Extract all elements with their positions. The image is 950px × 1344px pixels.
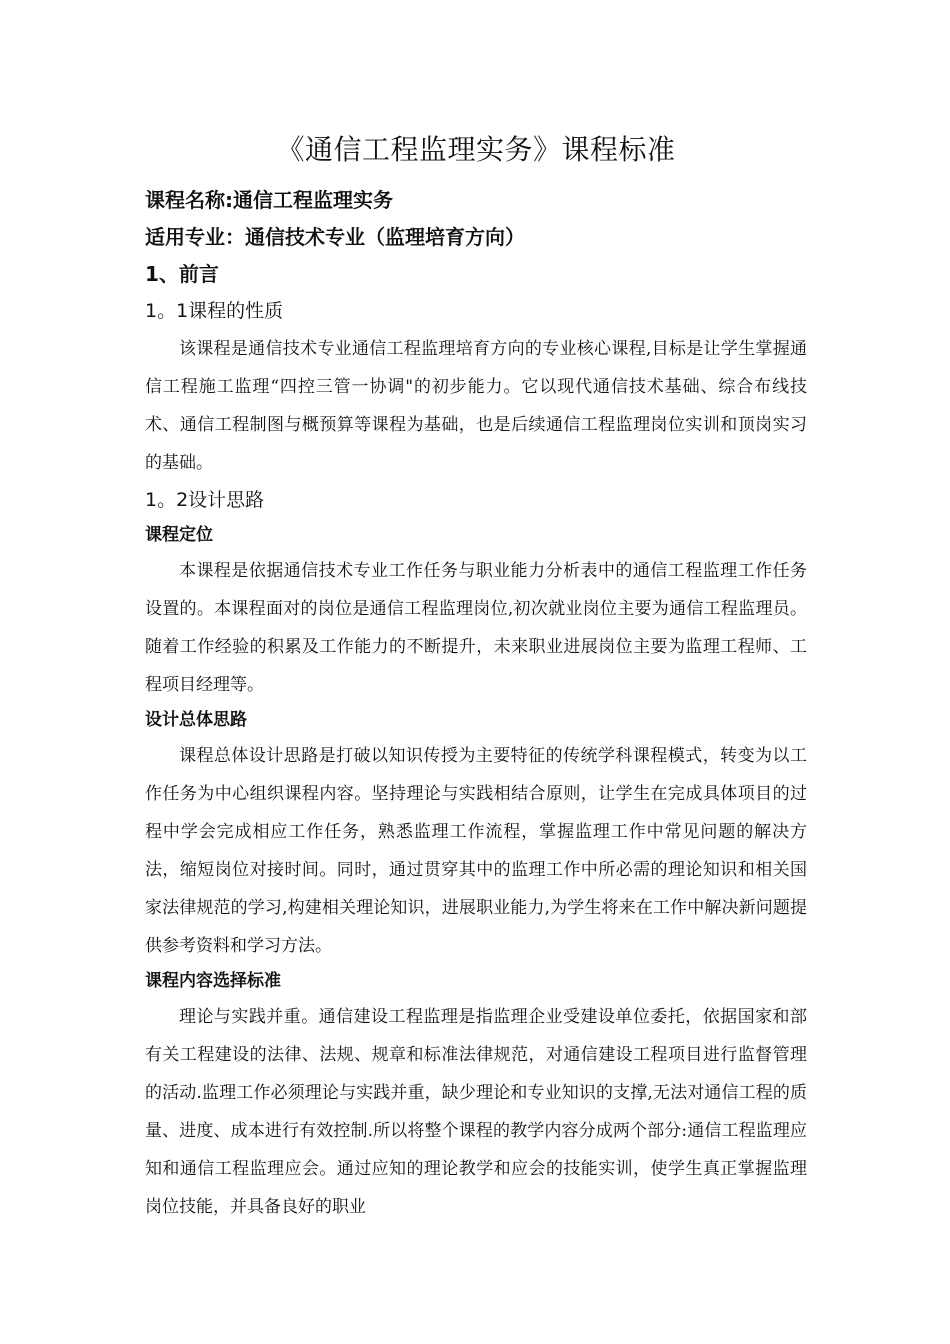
course-nature-paragraph: 该课程是通信技术专业通信工程监理培育方向的专业核心课程,目标是让学生掌握通信工程施工监理“四控三管一协调"的初步能力。它以现代通信技术基础、综合布线技术、通信工程制图与概预算等课程为基础，也是后续通信工程监理岗位实训和顶岗实习的基础。 [145,339,807,473]
overall-design-paragraph: 课程总体设计思路是打破以知识传授为主要特征的传统学科课程模式，转变为以工作任务为中心组织课程内容。坚持理论与实践相结合原则，让学生在完成具体项目的过程中学会完成相应工作任务，熟悉监理工作流程，掌握监理工作中常见问题的解决方法，缩短岗位对接时间。同时，通过贯穿其中的监理工作中所必需的理论知识和相关国家法律规范的学习,构建相关理论知识，进展职业能力,为学生将来在工作中解决新问题提供参考资料和学习方法。 [145,746,807,956]
course-positioning-heading: 课程定位 [145,525,213,545]
applicable-major-line: 适用专业：通信技术专业（监理培育方向） [145,225,525,249]
content-selection-paragraph: 理论与实践并重。通信建设工程监理是指监理企业受建设单位委托，依据国家和部有关工程建设的法律、法规、规章和标准法律规范，对通信建设工程项目进行监督管理的活动.监理工作必须理论与实践并重，缺少理论和专业知识的支撑,无法对通信工程的质量、进度、成本进行有效控制.所以将整个课程的教学内容分成两个部分:通信工程监理应知和通信工程监理应会。通过应知的理论教学和应会的技能实训，使学生真正掌握监理岗位技能，并具备良好的职业 [145,1007,807,1217]
section-1-1-heading: 1。1课程的性质 [145,300,284,322]
overall-design-heading: 设计总体思路 [145,710,247,730]
document-title: 《通信工程监理实务》课程标准 [276,133,676,166]
document-body [145,128,807,1226]
course-name-line: 课程名称:通信工程监理实务 [145,188,393,212]
course-positioning-paragraph: 本课程是依据通信技术专业工作任务与职业能力分析表中的通信工程监理工作任务设置的。本课程面对的岗位是通信工程监理岗位,初次就业岗位主要为通信工程监理员。随着工作经验的积累及工作能力的不断提升，未来职业进展岗位主要为监理工程师、工程项目经理等。 [145,561,807,695]
content-selection-heading: 课程内容选择标准 [145,971,281,991]
section-1-2-heading: 1。2设计思路 [145,489,265,511]
section-1-heading: 1、前言 [145,262,219,286]
